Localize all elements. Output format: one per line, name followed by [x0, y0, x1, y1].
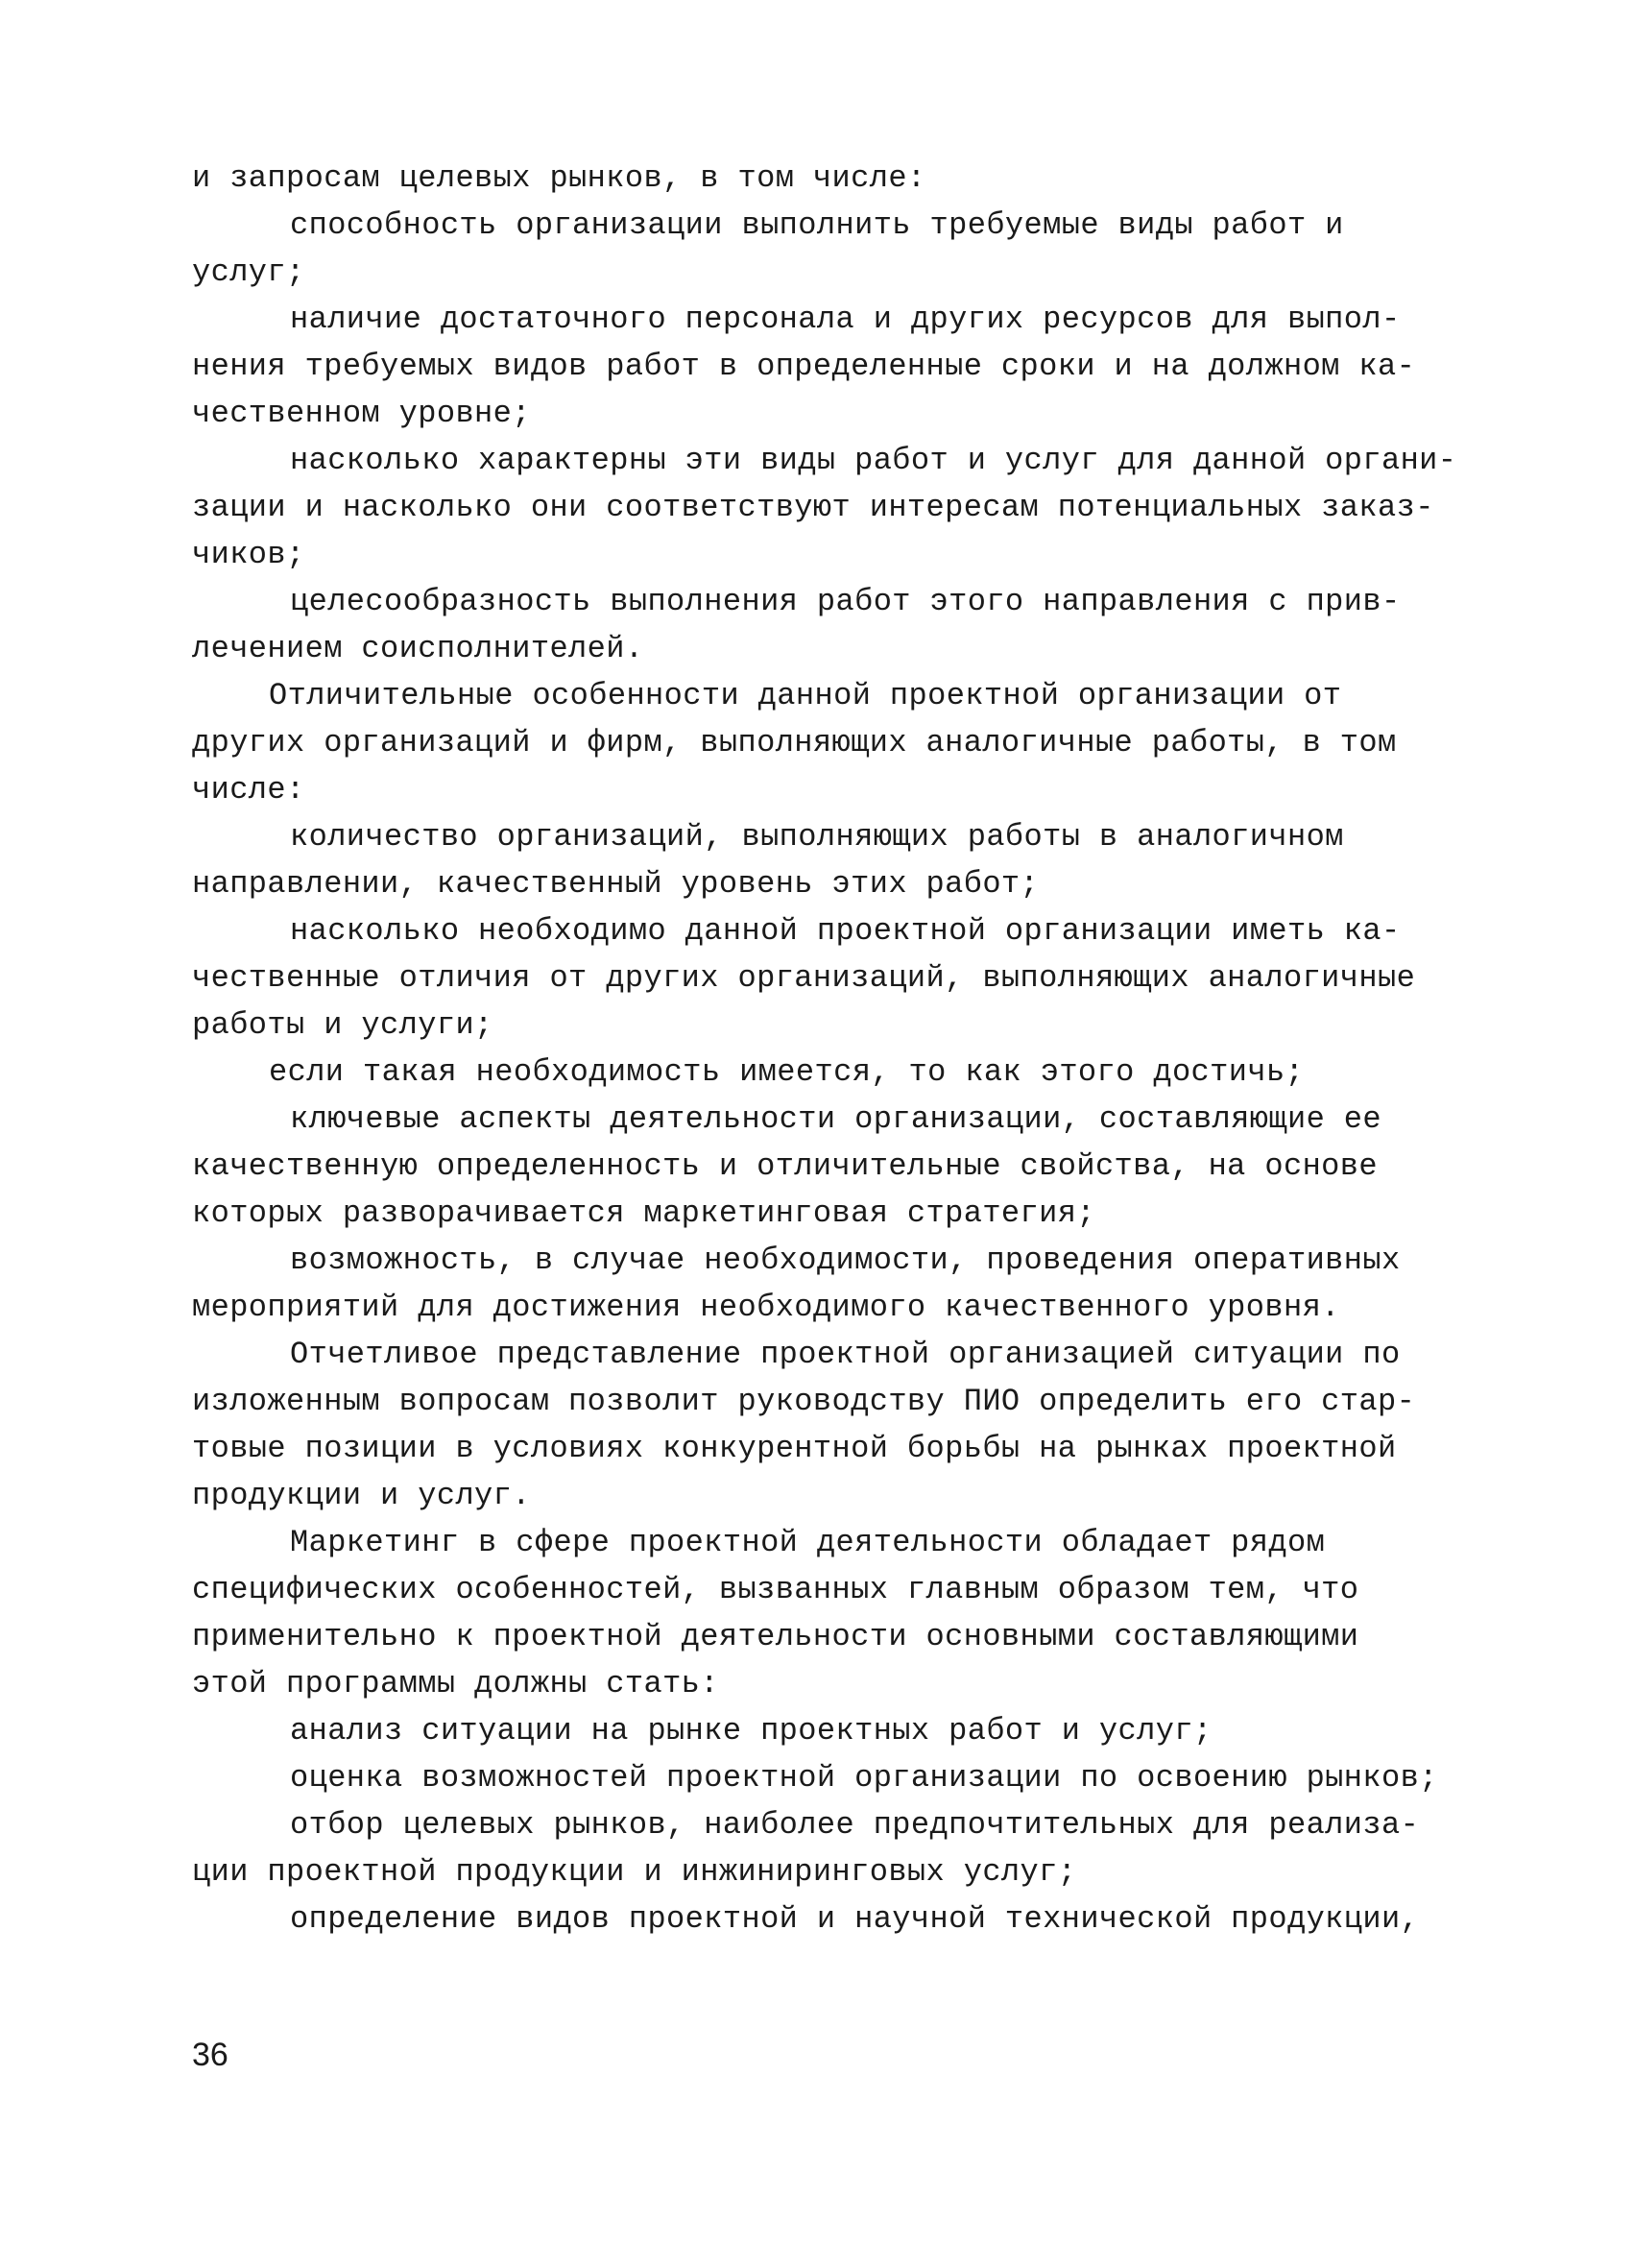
text-line: специфических особенностей, вызванных главным образом тем, что	[192, 1572, 1359, 1607]
text-line: насколько характерны эти виды работ и услуг для данной органи-	[290, 443, 1457, 478]
text-line: этой программы должны стать:	[192, 1666, 719, 1701]
text-line: продукции и услуг.	[192, 1478, 531, 1513]
text-line: применительно к проектной деятельности основными составляющими	[192, 1619, 1359, 1654]
text-line: определение видов проектной и научной технической продукции,	[290, 1901, 1420, 1937]
text-line: чественном уровне;	[192, 396, 531, 431]
text-line: оценка возможностей проектной организации по освоению рынков;	[290, 1760, 1438, 1796]
text-line: зации и насколько они соответствуют интересам потенциальных заказ-	[192, 490, 1434, 525]
text-line: числе:	[192, 772, 305, 808]
text-line: направлении, качественный уровень этих работ;	[192, 866, 1040, 902]
text-line: Отчетливое представление проектной организацией ситуации по	[290, 1337, 1401, 1372]
text-line: возможность, в случае необходимости, проведения оперативных	[290, 1243, 1401, 1278]
text-line: целесообразность выполнения работ этого направления с прив-	[290, 584, 1401, 619]
text-line: ции проектной продукции и инжиниринговых услуг;	[192, 1854, 1077, 1890]
text-line: если такая необходимость имеется, то как этого достичь;	[269, 1054, 1305, 1090]
text-line: нения требуемых видов работ в определенные сроки и на должном ка-	[192, 349, 1416, 384]
text-line: чиков;	[192, 537, 305, 572]
text-line: чественные отличия от других организаций, выполняющих аналогичные	[192, 960, 1416, 996]
text-line: анализ ситуации на рынке проектных работ и услуг;	[290, 1713, 1213, 1749]
text-line: Отличительные особенности данной проектной организации от	[269, 678, 1342, 713]
text-line: которых разворачивается маркетинговая стратегия;	[192, 1195, 1095, 1231]
text-line: услуг;	[192, 254, 305, 290]
text-line: отбор целевых рынков, наиболее предпочтительных для реализа-	[290, 1807, 1420, 1843]
text-line: и запросам целевых рынков, в том числе:	[192, 160, 926, 196]
text-line: наличие достаточного персонала и других ресурсов для выпол-	[290, 302, 1401, 337]
text-line: лечением соисполнителей.	[192, 631, 644, 666]
text-line: Маркетинг в сфере проектной деятельности обладает рядом	[290, 1525, 1326, 1560]
text-line: способность организации выполнить требуемые виды работ и	[290, 207, 1344, 243]
text-line: количество организаций, выполняющих работы в аналогичном	[290, 819, 1344, 855]
text-line: качественную определенность и отличительные свойства, на основе	[192, 1148, 1378, 1184]
text-line: товые позиции в условиях конкурентной борьбы на рынках проектной	[192, 1431, 1397, 1466]
text-line: мероприятий для достижения необходимого качественного уровня.	[192, 1290, 1340, 1325]
text-line: работы и услуги;	[192, 1007, 493, 1043]
text-line: изложенным вопросам позволит руководству ПИО определить его стар-	[192, 1384, 1416, 1419]
text-line: ключевые аспекты деятельности организации, составляющие ее	[290, 1101, 1381, 1137]
text-line: других организаций и фирм, выполняющих аналогичные работы, в том	[192, 725, 1397, 760]
text-line: насколько необходимо данной проектной организации иметь ка-	[290, 913, 1401, 949]
page-number: 36	[192, 2037, 228, 2073]
